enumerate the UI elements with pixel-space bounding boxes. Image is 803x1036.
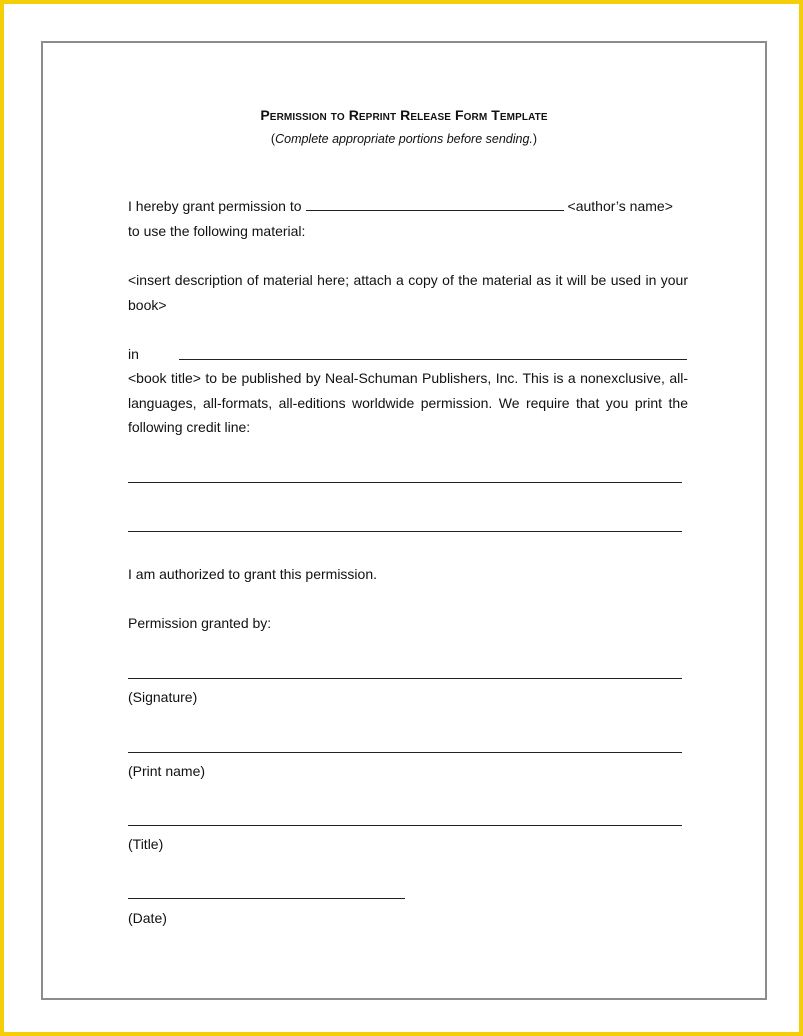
- signature-label: (Signature): [128, 689, 198, 705]
- in-label: in: [128, 346, 139, 362]
- date-label: (Date): [128, 910, 167, 926]
- credit-line-blank-2[interactable]: [128, 531, 682, 532]
- subtitle-open: (: [270, 132, 276, 146]
- form-subtitle: [43, 132, 765, 146]
- grant-prefix: I hereby grant permission to: [128, 198, 302, 214]
- subtitle-close: ): [532, 132, 538, 146]
- form-title: Permission to Reprint Release Form Template: [260, 107, 548, 123]
- grant-suffix: to use the following material:: [128, 223, 306, 239]
- grant-line: [128, 194, 673, 219]
- credit-line-blank-1[interactable]: [128, 482, 682, 483]
- authorized-statement: I am authorized to grant this permission.: [128, 566, 378, 582]
- subtitle-instructions: Complete appropriate portions before sending.: [275, 132, 533, 146]
- title-label: (Title): [128, 836, 164, 852]
- print-name-blank[interactable]: [128, 752, 682, 753]
- print-name-label: (Print name): [128, 763, 206, 779]
- recipient-name-blank[interactable]: [306, 198, 564, 211]
- form-page: [41, 41, 767, 1000]
- material-description: <insert description of material here; attach a copy of the material as it will be used in your book>: [128, 272, 688, 313]
- title-blank[interactable]: [128, 825, 682, 826]
- book-paragraph: <book title> to be published by Neal-Schuman Publishers, Inc. This is a nonexclusive, all-languages, all-formats, all-editions worldwide permission. We require that you print the following credit line:: [128, 370, 688, 435]
- document-frame: [4, 4, 799, 1032]
- granted-by-label: Permission granted by:: [128, 615, 272, 631]
- date-blank[interactable]: [128, 898, 405, 899]
- signature-blank[interactable]: [128, 678, 682, 679]
- book-title-blank[interactable]: [179, 359, 687, 360]
- author-name-placeholder: <author’s name>: [567, 198, 673, 214]
